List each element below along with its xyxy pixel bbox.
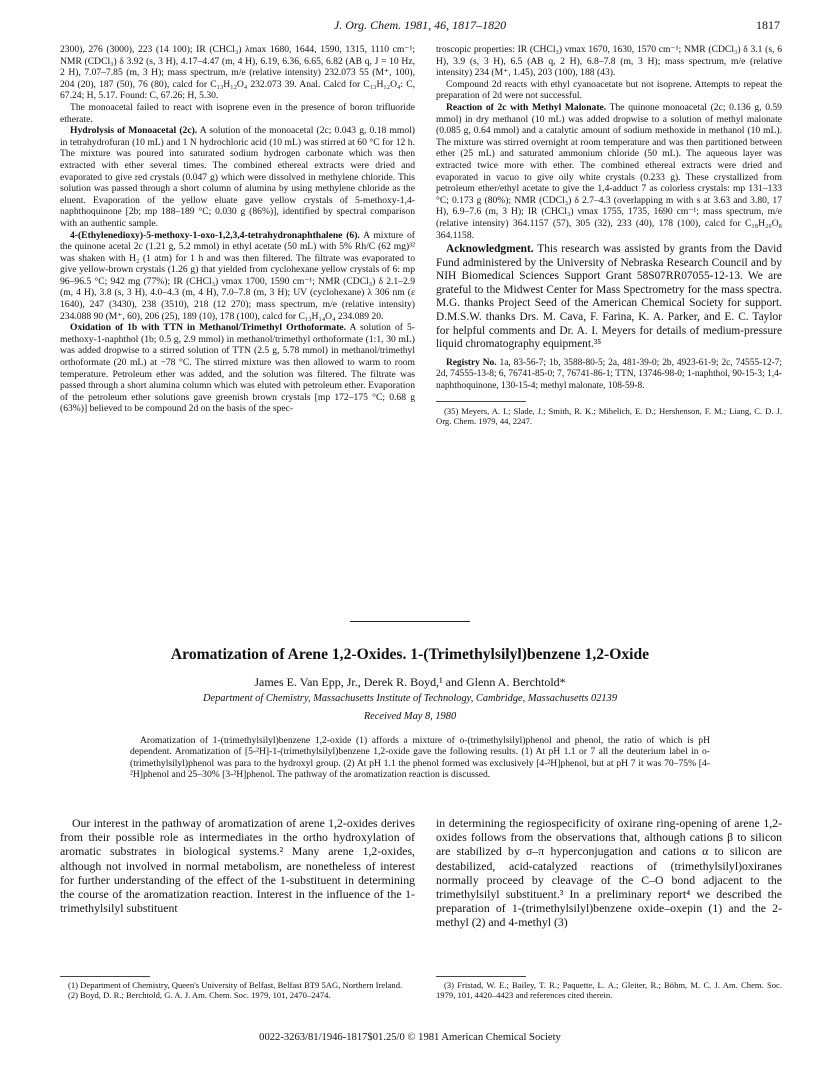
registry-heading: Registry No. <box>446 357 497 368</box>
section-heading: Reaction of 2c with Methyl Malonate. <box>446 101 607 113</box>
section-heading: Hydrolysis of Monoacetal (2c). <box>70 125 198 137</box>
left-column <box>60 44 415 415</box>
paragraph-text: A solution of the monoacetal (2c; 0.043 g, 0.18 mmol) in tetrahydrofuran (10 mL) and 1 N hydrochloric acid (10 mL) was stirred at 60 °C for 12 h. The mixture was poured into saturated sodium hydrogen carbonate which was then extracted with ether several times. The combined ethereal extracts were dried and evaporated to give red crystals (0.047 g) which were dissolved in methylene chloride. This solution was passed through a short column of alumina by using methylene chloride as the eluent. Evaporation of the yellow eluate gave yellow crystals of 5-methoxy-1,4-naphthoquinone [2b; mp 188–189 °C; 0.030 g (86%)], identified by spectral comparison with an authentic sample. <box>60 125 415 229</box>
acknowledgment <box>436 243 782 352</box>
right-footnotes <box>436 976 782 1001</box>
article-title: Aromatization of Arene 1,2-Oxides. 1-(Trimethylsilyl)benzene 1,2-Oxide <box>170 646 650 663</box>
received-date: Received May 8, 1980 <box>363 711 457 722</box>
section-heading: 4-(Ethylenedioxy)-5-methoxy-1-oxo-1,2,3,4-tetrahydronaphthalene (6). <box>70 229 360 241</box>
body-right-column <box>436 816 782 930</box>
article-authors: James E. Van Epp, Jr., Derek R. Boyd,¹ and Glenn A. Berchtold* <box>254 675 566 689</box>
section-heading: Oxidation of 1b with TTN in Methanol/Trimethyl Orthoformate. <box>70 322 347 334</box>
acknowledgment-heading: Acknowledgment. <box>446 243 534 256</box>
journal-citation: J. Org. Chem. 1981, 46, 1817–1820 <box>333 18 507 32</box>
body-paragraph: in determining the regiospecificity of oxirane ring-opening of arene 1,2-oxides follows from the observations that, although cations β to silicon are stabilized by σ–π hyperconjugation and cations α to silicon are destabilized, acid-catalyzed reactions of (trimethylsilyl)oxiranes normally proceed by cleavage of the C–O bond adjacent to the trimethylsilyl substituent.³ In a preliminary report⁴ we described the preparation of 1-(trimethylsilyl)benzene oxide–oxepin (1) and the 2-methyl (2) and 4-methyl (3) <box>436 816 782 930</box>
paragraph: troscopic properties: IR (CHCl₃) νmax 1670, 1630, 1570 cm⁻¹; NMR (CDCl₃) δ 3.1 (s, 6 H), 3.9 (s, 3 H), 6.5 (AB q, 2 H), 6.8–7.8 (m, 3 H); mass spectrum, m/e (relative intensity) 234 (M⁺, 1.45), 203 (100), 188 (43). <box>436 44 782 79</box>
paragraph <box>436 102 782 241</box>
paragraph: The monoacetal failed to react with isoprene even in the presence of boron trifluoride etherate. <box>60 101 415 125</box>
paragraph <box>60 322 415 415</box>
paragraph <box>60 125 415 229</box>
page-number: 1817 <box>756 18 780 32</box>
footnote: (35) Meyers, A. I.; Slade, J.; Smith, R. K.; Mihelich, E. D.; Hershenson, F. M.; Liang, C. D. J. Org. Chem. 1979, 44, 2247. <box>436 405 782 427</box>
footnote: (1) Department of Chemistry, Queen's University of Belfast, Belfast BT9 5AG, Northern Ireland. <box>68 980 403 990</box>
footnote-rule <box>436 976 526 977</box>
abstract: Aromatization of 1-(trimethylsilyl)benzene 1,2-oxide (1) affords a mixture of o-(trimethylsilyl)phenol and phenol, the ratio of which is pH dependent. Aromatization of [5-²H]-1-(trimethylsilyl)benzene 1,2-oxide gave the following results. (1) At pH 1.1 or 7 all the deuterium label in o-(trimethylsilyl)phenol was para to the hydroxyl group. (2) At pH 1.1 the phenol formed was exclusively [4-²H]phenol, but at pH 7 it was 70–75% [4-²H]phenol and 25–30% [3-²H]phenol. The pathway of the aromatization reaction is discussed. <box>130 735 710 781</box>
body-paragraph: Our interest in the pathway of aromatization of arene 1,2-oxides derives from their possible role as intermediates in the ortho hydroxylation of aromatic substrates in biological systems.² Many arene 1,2-oxides, although not involved in normal metabolism, are nonetheless of interest for further understanding of the effect of the 1-substituent in determining the course of the aromatization reaction. Interest in the influence of the 1-trimethylsilyl substituent <box>60 816 415 916</box>
article-affiliation: Department of Chemistry, Massachusetts Institute of Technology, Cambridge, Massachusetts 02139 <box>202 693 618 704</box>
left-footnotes <box>60 976 415 1001</box>
footnote: (2) Boyd, D. R.; Berchtold, G. A. J. Am. Chem. Soc. 1979, 101, 2470–2474. <box>68 990 331 1001</box>
footnote-rule <box>60 976 150 977</box>
footnote-rule <box>436 401 526 402</box>
article-divider <box>350 621 470 622</box>
registry-text: 1a, 83-56-7; 1b, 3588-80-5; 2a, 481-39-0; 2b, 4923-61-9; 2c, 74555-12-7; 2d, 74555-13-8; 6, 76741-85-0; 7, 76741-86-1; TTN, 13746-98-0; 1-naphthol, 90-15-3; 1,4-naphthoquinone, 130-15-4; methyl malonate, 108-59-8. <box>436 357 782 392</box>
paragraph-text: A solution of 5-methoxy-1-naphthol (1b; 0.5 g, 2.9 mmol) in methanol/trimethyl orthoformate (1:1, 30 mL) was added dropwise to a stirred solution of TTN (2.5 g, 5.78 mmol) in methanol/trimethyl orthoformate (20 mL) at −78 °C. The stirred mixture was then allowed to warm to room temperature. Petroleum ether was added, and the solution was filtered. The filtrate was passed through a short alumina column which was eluted with petroleum ether. Evaporation of the petroleum ether solutions gave greenish brown crystals [mp 172–175 °C; 0.68 g (63%)] believed to be compound 2d on the basis of the spec- <box>60 322 415 415</box>
registry-numbers <box>436 358 782 393</box>
paragraph-text: The quinone monoacetal (2c; 0.136 g, 0.59 mmol) in dry methanol (10 mL) was added dropwise to a solution of methyl malonate (0.085 g, 0.64 mmol) and a catalytic amount of sodium methoxide in methanol (10 mL). The mixture was stirred overnight at room temperature and was then partitioned between ether (25 mL) and saturated ammonium chloride (50 mL). The aqueous layer was extracted twice more with ether. The combined ethereal extracts were dried and evaporated in vacuo to give oily white crystals (0.233 g). These crystallized from petroleum ether/ethyl acetate to give the 1,4-adduct 7 as colorless crystals: mp 131–133 °C; 0.173 g (80%); NMR (CDCl₃) δ 2.7–4.3 (overlapping m with s at 3.63 and 3.80, 17 H), 6.9–7.6 (m, 3 H); IR (CHCl₃) νmax 1755, 1735, 1690 cm⁻¹; mass spectrum, m/e (relative intensity) 364.1157 (57), 305 (32), 233 (40), 178 (100), calcd for C₁₈H₂₀O₈ 364.1158. <box>436 101 782 241</box>
running-header <box>60 18 780 34</box>
copyright-footer: 0022-3263/81/1946-1817$01.25/0 © 1981 American Chemical Society <box>259 1032 561 1043</box>
paragraph-text: A mixture of the quinone acetal 2c (1.21 g, 5.2 mmol) in ethyl acetate (50 mL) with 5% Rh/C (62 mg)³² was shaken with H₂ (1 atm) for 1 h and was then filtered. The filtrate was evaporated to give yellow-brown crystals (1.26 g) that yielded from cyclohexane yellow crystals of 6: mp 96–96.5 °C; 942 mg (77%); IR (CHCl₃) νmax 1700, 1590 cm⁻¹; NMR (CDCl₃) δ 2.1–2.9 (m, 4 H), 3.8 (s, 3 H), 4.0–4.3 (m, 4 H), 7.0–7.8 (m, 3 H); UV (cyclohexane) λ 306 nm (ε 1640), 247 (3430), 238 (3510), 218 (12 270); mass spectrum, m/e (relative intensity) 234.088 90 (M⁺, 60), 206 (25), 189 (10), 178 (100), calcd for C₁₃H₁₄O₄ 234.089 20. <box>60 229 415 322</box>
acknowledgment-text: This research was assisted by grants from the David Fund administered by the University of Nebraska Research Council and by NIH Biomedical Sciences Support Grant 58S07RR07055-12-13. We are grateful to the Midwest Center for Mass Spectrometry for the mass spectra. M.G. thanks Project Seed of the American Chemical Society for support. D.M.S.W. thanks Drs. M. Cava, F. Farina, K. A. Parker, and E. C. Taylor for helpful comments and Dr. A. I. Meyers for details of medium-pressure liquid chromatography equipment.³⁵ <box>436 243 782 351</box>
paragraph: Compound 2d reacts with ethyl cyanoacetate but not isoprene. Attempts to repeat the preparation of 2d were not successful. <box>436 78 782 102</box>
body-left-column <box>60 816 415 915</box>
paragraph: 2300), 276 (3000), 223 (14 100); IR (CHCl₃) λmax 1680, 1644, 1590, 1315, 1110 cm⁻¹; NMR (CDCl₃) δ 3.92 (s, 3 H), 4.17–4.47 (m, 4 H), 6.19, 6.36, 6.65, 6.82 (AB q, J = 10 Hz, 2 H), 7.07–7.85 (m, 3 H); mass spectrum, m/e (relative intensity) 232.073 55 (M⁺, 100), 204 (20), 187 (50), 76 (80), calcd for C₁₃H₁₂O₄ 232.073 39. Anal. Calcd for C₁₃H₁₂O₄: C, 67.24; H, 5.17. Found: C, 67.26; H, 5.30. <box>60 44 415 102</box>
paragraph <box>60 230 415 323</box>
footnote: (3) Fristad, W. E.; Bailey, T. R.; Paquette, L. A.; Gleiter, R.; Böhm, M. C. J. Am. Chem. Soc. 1979, 101, 4420–4423 and references cited therein. <box>436 980 782 1001</box>
right-column <box>436 44 782 426</box>
